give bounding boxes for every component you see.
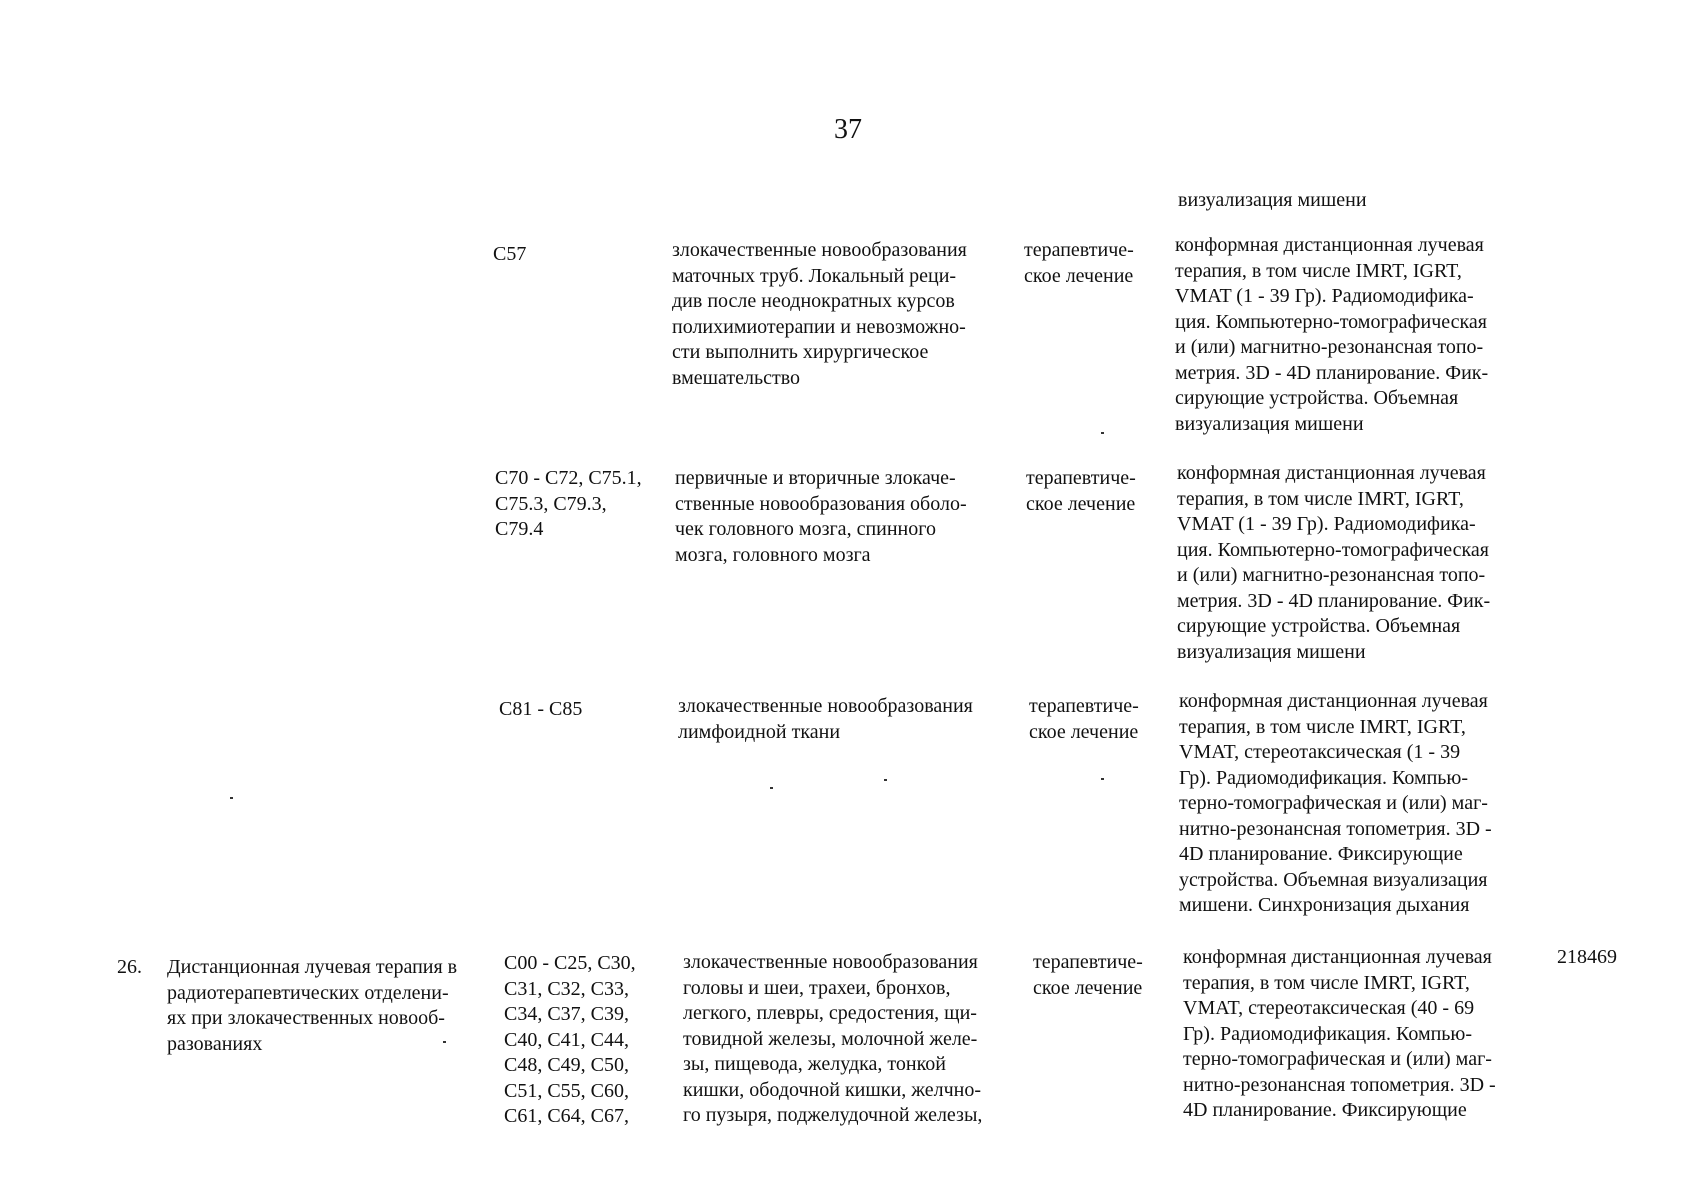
treatment-method-cell: конформная дистанционная лучевая терапия, в том числе IMRT, IGRT, VMAT, стереотаксическая (1 - 39 Гр). Радиомодификация. Компью- терно-томографическая и (или) маг- нитно-резонансная топометрия. 3D - 4D планирование. Фиксирующие устройства. Объемная визуализация мишени. Синхронизация дыхания bbox=[1179, 690, 1492, 916]
page-number: 37 bbox=[834, 114, 862, 145]
scan-speck bbox=[230, 797, 233, 799]
diagnosis-cell: первичные и вторичные злокаче- ственные новообразования оболо- чек головного мозга, спинного мозга, головного мозга bbox=[675, 467, 967, 566]
icd-codes-cell: C00 - C25, C30, C31, C32, C33, C34, C37, C39, C40, C41, C44, C48, C49, C50, C51, C55, C60, C61, C64, C67, bbox=[504, 952, 636, 1127]
icd-codes-cell: C57 bbox=[493, 243, 527, 265]
diagnosis-cell: злокачественные новообразования лимфоидной ткани bbox=[678, 695, 973, 743]
icd-codes-cell: C70 - C72, C75.1, C75.3, C79.3, C79.4 bbox=[495, 467, 642, 540]
scan-speck bbox=[1101, 432, 1104, 434]
treatment-method-cell: конформная дистанционная лучевая терапия, в том числе IMRT, IGRT, VMAT (1 - 39 Гр). Радиомодифика- ция. Компьютерно-томографическая и (или) магнитно-резонансная топо- метрия. 3D - 4D планирование. Фик- сирующие устройства. Объемная визуализация мишени bbox=[1177, 462, 1491, 663]
treatment-method-cell: конформная дистанционная лучевая терапия, в том числе IMRT, IGRT, VMAT, стереотаксическая (40 - 69 Гр). Радиомодификация. Компью- терно-томографическая и (или) маг- нитно-резонансная топометрия. 3D - 4D планирование. Фиксирующие bbox=[1183, 946, 1496, 1121]
row-number-cell: 26. bbox=[117, 956, 142, 978]
care-type-name-cell: Дистанционная лучевая терапия в радиотерапевтических отделени- ях при злокачественных новооб- разованиях bbox=[167, 956, 458, 1055]
carryover-method-cell: визуализация мишени bbox=[1178, 189, 1367, 211]
treatment-type-cell: терапевтиче- ское лечение bbox=[1033, 951, 1143, 999]
cost-cell: 218469 bbox=[1557, 946, 1617, 968]
diagnosis-cell: злокачественные новообразования маточных труб. Локальный реци- див после неоднократных курсов полихимиотерапии и невозможно- сти выполнить хирургическое вмешательство bbox=[672, 239, 967, 389]
scan-speck bbox=[443, 1041, 446, 1043]
icd-codes-cell: C81 - C85 bbox=[499, 698, 583, 720]
treatment-type-cell: терапевтиче- ское лечение bbox=[1024, 239, 1134, 287]
diagnosis-cell: злокачественные новообразования головы и шеи, трахеи, бронхов, легкого, плевры, средостения, щи- товидной железы, молочной желе- зы, пищевода, желудка, тонкой кишки, ободочной кишки, желчно- го пузыря, поджелудочной железы, bbox=[683, 951, 983, 1126]
scan-speck bbox=[770, 787, 773, 789]
scan-speck bbox=[884, 779, 887, 781]
treatment-method-cell: конформная дистанционная лучевая терапия, в том числе IMRT, IGRT, VMAT (1 - 39 Гр). Радиомодифика- ция. Компьютерно-томографическая и (или) магнитно-резонансная топо- метрия. 3D - 4D планирование. Фик- сирующие устройства. Объемная визуализация мишени bbox=[1175, 234, 1489, 435]
treatment-type-cell: терапевтиче- ское лечение bbox=[1029, 695, 1139, 743]
treatment-type-cell: терапевтиче- ское лечение bbox=[1026, 467, 1136, 515]
scan-speck bbox=[1101, 778, 1104, 780]
